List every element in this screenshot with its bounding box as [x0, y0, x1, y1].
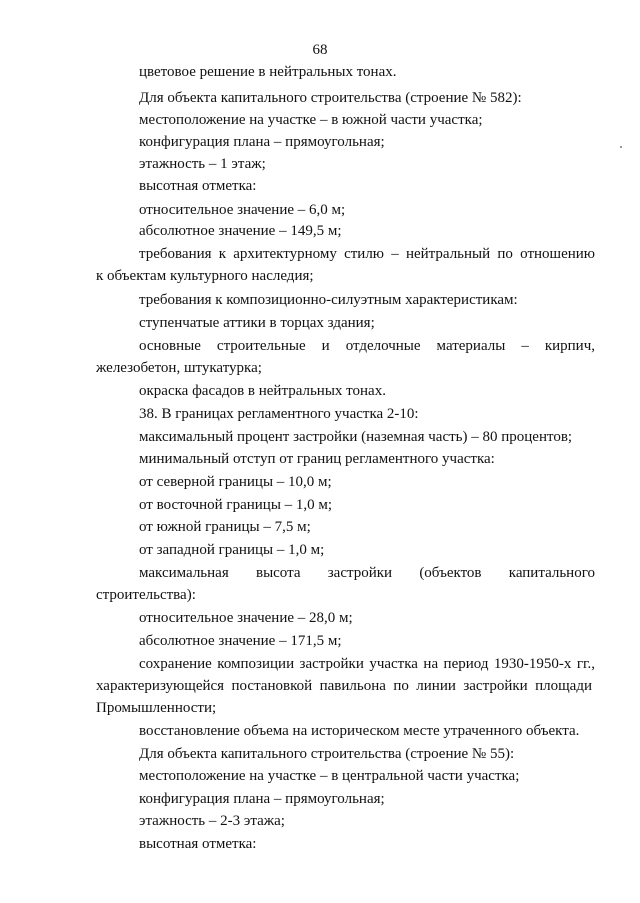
text-line: конфигурация плана – прямоугольная;: [139, 791, 385, 807]
text-line: высотная отметка:: [139, 836, 257, 852]
text-line: основные строительные и отделочные материалы – кирпич,: [139, 338, 595, 354]
text-line: относительное значение – 28,0 м;: [139, 610, 353, 626]
text-line: требования к композиционно-силуэтным характеристикам:: [139, 292, 518, 308]
text-line: от южной границы – 7,5 м;: [139, 519, 311, 535]
text-line: от северной границы – 10,0 м;: [139, 474, 332, 490]
text-line: конфигурация плана – прямоугольная;: [139, 134, 385, 150]
text-line: максимальный процент застройки (наземная часть) – 80 процентов;: [139, 429, 573, 445]
text-line: минимальный отступ от границ регламентного участка:: [139, 451, 495, 467]
text-line: местоположение на участке – в южной части участка;: [139, 112, 483, 128]
text-line: абсолютное значение – 149,5 м;: [139, 223, 342, 239]
text-line: ступенчатые аттики в торцах здания;: [139, 315, 375, 331]
text-line: Промышленности;: [96, 700, 217, 716]
text-line: от западной границы – 1,0 м;: [139, 542, 325, 558]
page-number: 68: [312, 42, 328, 58]
text-line: цветовое решение в нейтральных тонах.: [139, 64, 397, 80]
scan-speck: [620, 146, 622, 148]
text-line: этажность – 1 этаж;: [139, 156, 266, 172]
text-line: к объектам культурного наследия;: [96, 268, 314, 284]
text-line: Для объекта капитального строительства (строение № 582):: [139, 90, 522, 106]
text-line: 38. В границах регламентного участка 2-10:: [139, 406, 419, 422]
text-line: местоположение на участке – в центральной части участка;: [139, 768, 520, 784]
text-line: характеризующейся постановкой павильона по линии застройки площади: [96, 678, 592, 694]
text-line: максимальная высота застройки (объектов капитального: [139, 565, 595, 581]
text-line: относительное значение – 6,0 м;: [139, 202, 346, 218]
text-line: железобетон, штукатурка;: [96, 360, 262, 376]
text-line: требования к архитектурному стилю – нейтральный по отношению: [139, 246, 595, 262]
text-line: этажность – 2-3 этажа;: [139, 813, 285, 829]
text-line: от восточной границы – 1,0 м;: [139, 497, 333, 513]
text-line: окраска фасадов в нейтральных тонах.: [139, 383, 386, 399]
text-line: Для объекта капитального строительства (строение № 55):: [139, 746, 515, 762]
text-line: абсолютное значение – 171,5 м;: [139, 633, 342, 649]
text-line: строительства):: [96, 587, 196, 603]
text-line: сохранение композиции застройки участка на период 1930-1950-х гг.,: [139, 656, 595, 672]
text-line: восстановление объема на историческом месте утраченного объекта.: [139, 723, 580, 739]
text-line: высотная отметка:: [139, 178, 257, 194]
